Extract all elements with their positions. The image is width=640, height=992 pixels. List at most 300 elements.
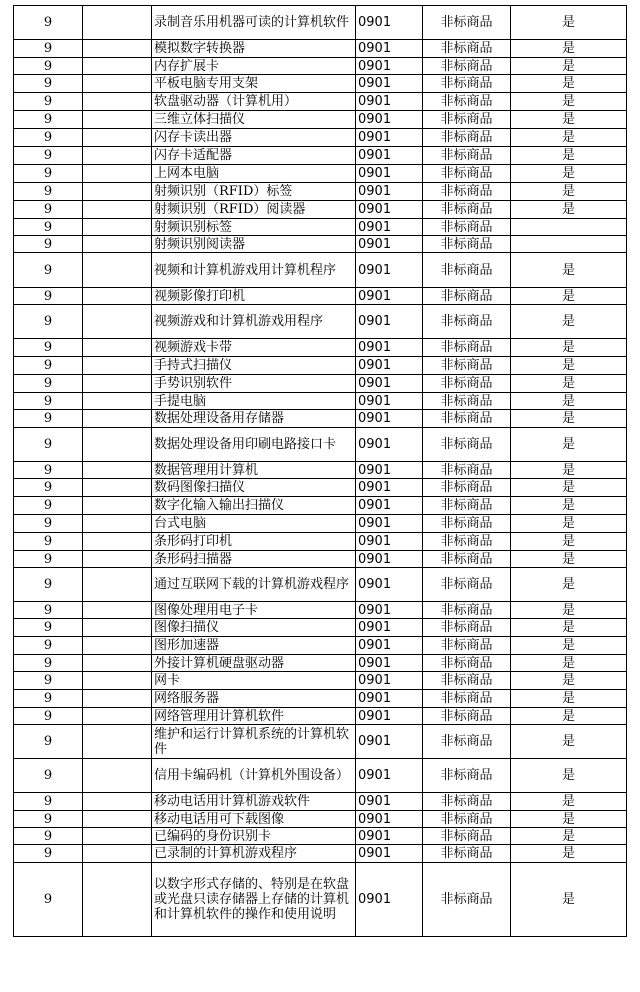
flag-cell: 是 [511, 357, 627, 375]
sub-code-cell [83, 219, 152, 236]
table-row [14, 708, 627, 725]
class-number-cell: 9 [14, 305, 83, 339]
table-row [14, 462, 627, 479]
group-code-cell: 0901 [356, 129, 423, 147]
group-code-cell: 0901 [356, 219, 423, 236]
goods-type-cell: 非标商品 [423, 253, 511, 288]
sub-code-cell [83, 428, 152, 462]
table-row [14, 672, 627, 690]
group-code-cell: 0901 [356, 305, 423, 339]
class-number-cell: 9 [14, 393, 83, 410]
flag-cell: 是 [511, 129, 627, 147]
class-number-cell: 9 [14, 93, 83, 111]
class-number-cell: 9 [14, 165, 83, 183]
group-code-cell: 0901 [356, 428, 423, 462]
item-name-cell: 台式电脑 [152, 515, 356, 533]
sub-code-cell [83, 672, 152, 690]
class-number-cell: 9 [14, 828, 83, 845]
table-row [14, 58, 627, 75]
goods-type-cell: 非标商品 [423, 219, 511, 236]
flag-cell: 是 [511, 845, 627, 863]
goods-type-cell: 非标商品 [423, 690, 511, 708]
goods-type-cell: 非标商品 [423, 725, 511, 759]
flag-cell: 是 [511, 551, 627, 568]
group-code-cell: 0901 [356, 845, 423, 863]
class-number-cell: 9 [14, 253, 83, 288]
class-number-cell: 9 [14, 201, 83, 219]
goods-table-body [14, 6, 627, 937]
sub-code-cell [83, 357, 152, 375]
group-code-cell: 0901 [356, 515, 423, 533]
class-number-cell: 9 [14, 219, 83, 236]
item-name-cell: 数据处理设备用印刷电路接口卡 [152, 428, 356, 462]
goods-type-cell: 非标商品 [423, 288, 511, 305]
item-name-cell: 闪存卡适配器 [152, 147, 356, 165]
sub-code-cell [83, 75, 152, 93]
group-code-cell: 0901 [356, 339, 423, 357]
goods-type-cell: 非标商品 [423, 533, 511, 551]
flag-cell: 是 [511, 655, 627, 672]
flag-cell: 是 [511, 93, 627, 111]
goods-type-cell: 非标商品 [423, 479, 511, 497]
item-name-cell: 网络管理用计算机软件 [152, 708, 356, 725]
sub-code-cell [83, 515, 152, 533]
flag-cell: 是 [511, 40, 627, 58]
sub-code-cell [83, 845, 152, 863]
goods-type-cell: 非标商品 [423, 410, 511, 428]
group-code-cell: 0901 [356, 253, 423, 288]
group-code-cell: 0901 [356, 462, 423, 479]
item-name-cell: 射频识别（RFID）标签 [152, 183, 356, 201]
group-code-cell: 0901 [356, 147, 423, 165]
sub-code-cell [83, 129, 152, 147]
table-row [14, 75, 627, 93]
flag-cell: 是 [511, 147, 627, 165]
class-number-cell: 9 [14, 288, 83, 305]
goods-type-cell: 非标商品 [423, 305, 511, 339]
class-number-cell: 9 [14, 428, 83, 462]
flag-cell: 是 [511, 111, 627, 129]
sub-code-cell [83, 708, 152, 725]
goods-type-cell: 非标商品 [423, 759, 511, 793]
flag-cell: 是 [511, 428, 627, 462]
goods-type-cell: 非标商品 [423, 845, 511, 863]
flag-cell: 是 [511, 479, 627, 497]
sub-code-cell [83, 793, 152, 811]
table-row [14, 793, 627, 811]
item-name-cell: 外接计算机硬盘驱动器 [152, 655, 356, 672]
group-code-cell: 0901 [356, 497, 423, 515]
item-name-cell: 射频识别（RFID）阅读器 [152, 201, 356, 219]
goods-type-cell: 非标商品 [423, 551, 511, 568]
sub-code-cell [83, 165, 152, 183]
item-name-cell: 射频识别阅读器 [152, 236, 356, 253]
goods-type-cell: 非标商品 [423, 811, 511, 828]
item-name-cell: 图形加速器 [152, 637, 356, 655]
group-code-cell: 0901 [356, 201, 423, 219]
goods-type-cell: 非标商品 [423, 40, 511, 58]
item-name-cell: 图像处理用电子卡 [152, 602, 356, 619]
group-code-cell: 0901 [356, 40, 423, 58]
item-name-cell: 数据处理设备用存储器 [152, 410, 356, 428]
class-number-cell: 9 [14, 725, 83, 759]
class-number-cell: 9 [14, 58, 83, 75]
item-name-cell: 已录制的计算机游戏程序 [152, 845, 356, 863]
flag-cell: 是 [511, 165, 627, 183]
goods-type-cell: 非标商品 [423, 637, 511, 655]
item-name-cell: 条形码扫描器 [152, 551, 356, 568]
item-name-cell: 视频游戏和计算机游戏用程序 [152, 305, 356, 339]
table-row [14, 236, 627, 253]
table-row [14, 253, 627, 288]
sub-code-cell [83, 497, 152, 515]
group-code-cell: 0901 [356, 551, 423, 568]
sub-code-cell [83, 147, 152, 165]
table-row [14, 40, 627, 58]
item-name-cell: 手提电脑 [152, 393, 356, 410]
item-name-cell: 已编码的身份识别卡 [152, 828, 356, 845]
group-code-cell: 0901 [356, 93, 423, 111]
table-row [14, 93, 627, 111]
class-number-cell: 9 [14, 515, 83, 533]
class-number-cell: 9 [14, 75, 83, 93]
group-code-cell: 0901 [356, 619, 423, 637]
flag-cell: 是 [511, 828, 627, 845]
table-row [14, 6, 627, 40]
flag-cell: 是 [511, 759, 627, 793]
table-row [14, 602, 627, 619]
class-number-cell: 9 [14, 410, 83, 428]
goods-type-cell: 非标商品 [423, 793, 511, 811]
flag-cell: 是 [511, 305, 627, 339]
class-number-cell: 9 [14, 479, 83, 497]
flag-cell: 是 [511, 863, 627, 937]
table-row [14, 288, 627, 305]
item-name-cell: 信用卡编码机（计算机外围设备） [152, 759, 356, 793]
class-number-cell: 9 [14, 339, 83, 357]
class-number-cell: 9 [14, 533, 83, 551]
sub-code-cell [83, 183, 152, 201]
item-name-cell: 内存扩展卡 [152, 58, 356, 75]
goods-type-cell: 非标商品 [423, 428, 511, 462]
table-row [14, 759, 627, 793]
table-row [14, 165, 627, 183]
group-code-cell: 0901 [356, 637, 423, 655]
item-name-cell: 数据管理用计算机 [152, 462, 356, 479]
goods-type-cell: 非标商品 [423, 75, 511, 93]
group-code-cell: 0901 [356, 533, 423, 551]
item-name-cell: 录制音乐用机器可读的计算机软件 [152, 6, 356, 40]
group-code-cell: 0901 [356, 655, 423, 672]
goods-table [13, 5, 627, 937]
sub-code-cell [83, 551, 152, 568]
table-row [14, 725, 627, 759]
goods-type-cell: 非标商品 [423, 619, 511, 637]
flag-cell: 是 [511, 393, 627, 410]
sub-code-cell [83, 655, 152, 672]
item-name-cell: 移动电话用计算机游戏软件 [152, 793, 356, 811]
sub-code-cell [83, 393, 152, 410]
flag-cell: 是 [511, 58, 627, 75]
goods-type-cell: 非标商品 [423, 462, 511, 479]
goods-type-cell: 非标商品 [423, 236, 511, 253]
table-row [14, 393, 627, 410]
goods-type-cell: 非标商品 [423, 357, 511, 375]
item-name-cell: 射频识别标签 [152, 219, 356, 236]
sub-code-cell [83, 602, 152, 619]
group-code-cell: 0901 [356, 75, 423, 93]
group-code-cell: 0901 [356, 111, 423, 129]
flag-cell [511, 219, 627, 236]
flag-cell: 是 [511, 497, 627, 515]
sub-code-cell [83, 479, 152, 497]
table-row [14, 428, 627, 462]
class-number-cell: 9 [14, 602, 83, 619]
sub-code-cell [83, 725, 152, 759]
flag-cell: 是 [511, 462, 627, 479]
sub-code-cell [83, 828, 152, 845]
flag-cell: 是 [511, 672, 627, 690]
group-code-cell: 0901 [356, 236, 423, 253]
item-name-cell: 平板电脑专用支架 [152, 75, 356, 93]
class-number-cell: 9 [14, 236, 83, 253]
table-row [14, 637, 627, 655]
group-code-cell: 0901 [356, 410, 423, 428]
table-row [14, 551, 627, 568]
goods-type-cell: 非标商品 [423, 497, 511, 515]
goods-type-cell: 非标商品 [423, 568, 511, 602]
goods-type-cell: 非标商品 [423, 602, 511, 619]
table-row [14, 410, 627, 428]
flag-cell: 是 [511, 793, 627, 811]
flag-cell: 是 [511, 253, 627, 288]
sub-code-cell [83, 201, 152, 219]
goods-type-cell: 非标商品 [423, 828, 511, 845]
class-number-cell: 9 [14, 708, 83, 725]
table-row [14, 863, 627, 937]
group-code-cell: 0901 [356, 811, 423, 828]
flag-cell: 是 [511, 339, 627, 357]
sub-code-cell [83, 111, 152, 129]
class-number-cell: 9 [14, 845, 83, 863]
group-code-cell: 0901 [356, 375, 423, 393]
class-number-cell: 9 [14, 863, 83, 937]
group-code-cell: 0901 [356, 393, 423, 410]
flag-cell: 是 [511, 725, 627, 759]
group-code-cell: 0901 [356, 479, 423, 497]
group-code-cell: 0901 [356, 58, 423, 75]
sub-code-cell [83, 637, 152, 655]
table-row [14, 305, 627, 339]
class-number-cell: 9 [14, 759, 83, 793]
item-name-cell: 条形码打印机 [152, 533, 356, 551]
class-number-cell: 9 [14, 637, 83, 655]
class-number-cell: 9 [14, 129, 83, 147]
item-name-cell: 上网本电脑 [152, 165, 356, 183]
flag-cell: 是 [511, 410, 627, 428]
flag-cell: 是 [511, 75, 627, 93]
table-row [14, 497, 627, 515]
goods-type-cell: 非标商品 [423, 58, 511, 75]
goods-type-cell: 非标商品 [423, 339, 511, 357]
class-number-cell: 9 [14, 568, 83, 602]
class-number-cell: 9 [14, 690, 83, 708]
goods-type-cell: 非标商品 [423, 201, 511, 219]
flag-cell: 是 [511, 637, 627, 655]
flag-cell: 是 [511, 288, 627, 305]
item-name-cell: 数码图像扫描仪 [152, 479, 356, 497]
goods-type-cell: 非标商品 [423, 183, 511, 201]
group-code-cell: 0901 [356, 863, 423, 937]
goods-type-cell: 非标商品 [423, 147, 511, 165]
class-number-cell: 9 [14, 551, 83, 568]
group-code-cell: 0901 [356, 165, 423, 183]
item-name-cell: 闪存卡读出器 [152, 129, 356, 147]
sub-code-cell [83, 410, 152, 428]
sub-code-cell [83, 58, 152, 75]
table-row [14, 655, 627, 672]
flag-cell [511, 236, 627, 253]
goods-type-cell: 非标商品 [423, 708, 511, 725]
table-row [14, 375, 627, 393]
class-number-cell: 9 [14, 375, 83, 393]
table-row [14, 690, 627, 708]
table-row [14, 183, 627, 201]
table-row [14, 515, 627, 533]
flag-cell: 是 [511, 690, 627, 708]
goods-type-cell: 非标商品 [423, 672, 511, 690]
class-number-cell: 9 [14, 357, 83, 375]
sub-code-cell [83, 811, 152, 828]
item-name-cell: 视频影像打印机 [152, 288, 356, 305]
sub-code-cell [83, 375, 152, 393]
class-number-cell: 9 [14, 147, 83, 165]
table-row [14, 129, 627, 147]
group-code-cell: 0901 [356, 828, 423, 845]
goods-type-cell: 非标商品 [423, 375, 511, 393]
item-name-cell: 手势识别软件 [152, 375, 356, 393]
item-name-cell: 移动电话用可下载图像 [152, 811, 356, 828]
sub-code-cell [83, 462, 152, 479]
table-row [14, 533, 627, 551]
group-code-cell: 0901 [356, 602, 423, 619]
table-row [14, 828, 627, 845]
group-code-cell: 0901 [356, 288, 423, 305]
flag-cell: 是 [511, 6, 627, 40]
flag-cell: 是 [511, 201, 627, 219]
class-number-cell: 9 [14, 619, 83, 637]
sub-code-cell [83, 6, 152, 40]
group-code-cell: 0901 [356, 690, 423, 708]
group-code-cell: 0901 [356, 708, 423, 725]
flag-cell: 是 [511, 619, 627, 637]
group-code-cell: 0901 [356, 6, 423, 40]
table-row [14, 219, 627, 236]
sub-code-cell [83, 759, 152, 793]
group-code-cell: 0901 [356, 672, 423, 690]
class-number-cell: 9 [14, 40, 83, 58]
table-row [14, 339, 627, 357]
flag-cell: 是 [511, 811, 627, 828]
class-number-cell: 9 [14, 111, 83, 129]
table-row [14, 147, 627, 165]
item-name-cell: 维护和运行计算机系统的计算机软件 [152, 725, 356, 759]
item-name-cell: 视频和计算机游戏用计算机程序 [152, 253, 356, 288]
item-name-cell: 模拟数字转换器 [152, 40, 356, 58]
item-name-cell: 网卡 [152, 672, 356, 690]
table-row [14, 357, 627, 375]
goods-type-cell: 非标商品 [423, 93, 511, 111]
sub-code-cell [83, 253, 152, 288]
flag-cell: 是 [511, 375, 627, 393]
goods-type-cell: 非标商品 [423, 655, 511, 672]
goods-type-cell: 非标商品 [423, 6, 511, 40]
item-name-cell: 手持式扫描仪 [152, 357, 356, 375]
item-name-cell: 通过互联网下载的计算机游戏程序 [152, 568, 356, 602]
table-row [14, 201, 627, 219]
item-name-cell: 网络服务器 [152, 690, 356, 708]
class-number-cell: 9 [14, 462, 83, 479]
flag-cell: 是 [511, 708, 627, 725]
sub-code-cell [83, 863, 152, 937]
goods-type-cell: 非标商品 [423, 165, 511, 183]
class-number-cell: 9 [14, 793, 83, 811]
sub-code-cell [83, 339, 152, 357]
group-code-cell: 0901 [356, 725, 423, 759]
item-name-cell: 视频游戏卡带 [152, 339, 356, 357]
class-number-cell: 9 [14, 655, 83, 672]
class-number-cell: 9 [14, 672, 83, 690]
table-row [14, 111, 627, 129]
table-row [14, 619, 627, 637]
class-number-cell: 9 [14, 6, 83, 40]
class-number-cell: 9 [14, 497, 83, 515]
sub-code-cell [83, 568, 152, 602]
sub-code-cell [83, 533, 152, 551]
group-code-cell: 0901 [356, 793, 423, 811]
class-number-cell: 9 [14, 811, 83, 828]
group-code-cell: 0901 [356, 183, 423, 201]
item-name-cell: 数字化输入输出扫描仪 [152, 497, 356, 515]
flag-cell: 是 [511, 533, 627, 551]
sub-code-cell [83, 690, 152, 708]
sub-code-cell [83, 40, 152, 58]
goods-type-cell: 非标商品 [423, 515, 511, 533]
flag-cell: 是 [511, 568, 627, 602]
goods-type-cell: 非标商品 [423, 863, 511, 937]
goods-type-cell: 非标商品 [423, 111, 511, 129]
item-name-cell: 以数字形式存储的、特别是在软盘或光盘只读存储器上存储的计算机和计算机软件的操作和使用说明 [152, 863, 356, 937]
sub-code-cell [83, 93, 152, 111]
flag-cell: 是 [511, 183, 627, 201]
table-row [14, 845, 627, 863]
sub-code-cell [83, 288, 152, 305]
item-name-cell: 图像扫描仪 [152, 619, 356, 637]
item-name-cell: 软盘驱动器（计算机用） [152, 93, 356, 111]
sub-code-cell [83, 619, 152, 637]
sub-code-cell [83, 305, 152, 339]
group-code-cell: 0901 [356, 759, 423, 793]
table-row [14, 479, 627, 497]
item-name-cell: 三维立体扫描仪 [152, 111, 356, 129]
table-row [14, 568, 627, 602]
class-number-cell: 9 [14, 183, 83, 201]
sub-code-cell [83, 236, 152, 253]
flag-cell: 是 [511, 602, 627, 619]
group-code-cell: 0901 [356, 568, 423, 602]
goods-type-cell: 非标商品 [423, 393, 511, 410]
group-code-cell: 0901 [356, 357, 423, 375]
